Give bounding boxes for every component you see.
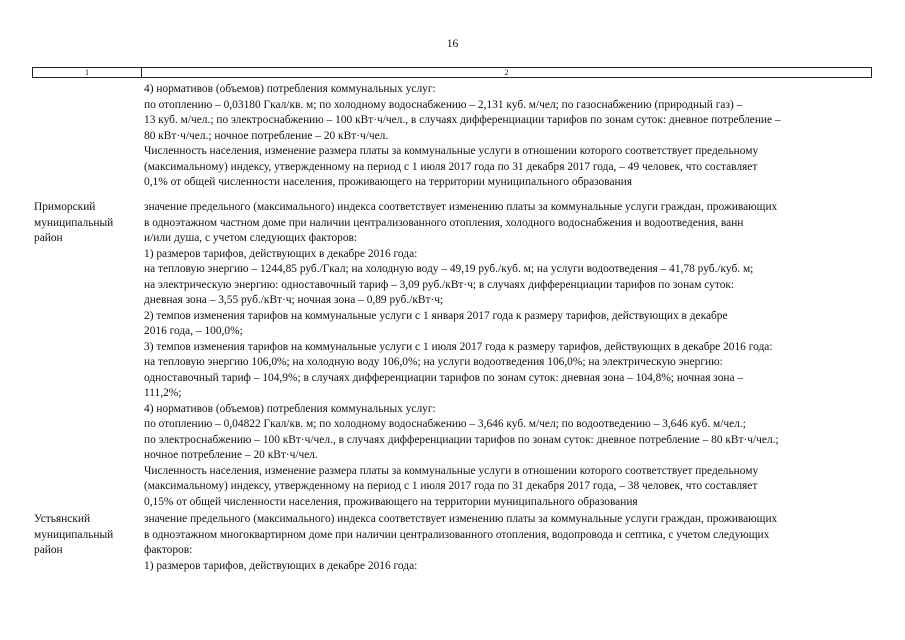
text-line: Численность населения, изменение размера платы за коммунальные услуги в отношении которого соответствует предельному [144,464,759,477]
text-line: в одноэтажном частном доме при наличии централизованного отопления, холодного водоснабжения и водоотведения, ванн [144,216,744,229]
text-line: 2) темпов изменения тарифов на коммунальные услуги с 1 января 2017 года к размеру тарифов, действующих в декабре [144,309,728,322]
text-line: 2016 года, – 100,0%; [144,325,243,337]
district-description [144,200,868,510]
text-line: 80 кВт·ч/чел.; ночное потребление – 20 кВт·ч/чел. [144,129,389,142]
text-line: на тепловую энергию 106,0%; на холодную воду 106,0%; на услуги водоотведения 106,0%; на электрическую энергию: [144,356,723,368]
district-name [34,200,138,247]
district-name-line: Приморский [34,201,96,213]
text-line: на тепловую энергию – 1244,85 руб./Гкал; на холодную воду – 49,19 руб./куб. м; на услуги водоотведения – 41,78 руб./куб. м; [144,263,754,275]
text-line: и/или душа, с учетом следующих факторов: [144,232,358,244]
table-header-row [32,67,872,78]
text-line: по отоплению – 0,03180 Гкал/кв. м; по холодному водоснабжению – 2,131 куб. м/чел; по газоснабжению (природный газ) – [144,98,743,111]
text-line: одноставочный тариф – 104,9%; в случаях дифференциации тарифов по зонам суток: дневная зона – 104,8%; ночная зона – [144,371,744,384]
district-name-line: Устьянский [34,513,91,525]
text-line: факторов: [144,544,193,556]
district-name [34,512,138,559]
district-description [144,512,868,574]
district-name-line: муниципальный [34,528,114,541]
text-line: 13 куб. м/чел.; по электроснабжению – 100 кВт·ч/чел., в случаях дифференциации тарифов по зонам суток: дневное потребление – [144,114,781,126]
page-number: 16 [446,38,459,50]
text-line: 4) нормативов (объемов) потребления коммунальных услуг: [144,83,436,95]
text-line: 0,1% от общей численности населения, проживающего на территории муниципального образования [144,176,632,188]
text-line: по отоплению – 0,04822 Гкал/кв. м; по холодному водоснабжению – 3,646 куб. м/чел; по водоотведению – 3,646 куб. м/чел.; [144,418,746,430]
column-number-2: 2 [504,68,509,77]
text-line: в одноэтажном многоквартирном доме при наличии централизованного отопления, водопровода и септика, с учетом следующих [144,528,770,541]
text-line: Численность населения, изменение размера платы за коммунальные услуги в отношении которого соответствует предельному [144,145,759,157]
text-line: (максимальному) индексу, утвержденному на период с 1 июля 2017 года по 31 декабря 2017 года, – 38 человек, что составляет [144,480,758,492]
text-line: 1) размеров тарифов, действующих в декабре 2016 года: [144,559,418,572]
text-line: 0,15% от общей численности населения, проживающего на территории муниципального образования [144,495,638,508]
text-line: значение предельного (максимального) индекса соответствует изменению платы за коммунальные услуги граждан, проживающих [144,201,778,213]
text-line: значение предельного (максимального) индекса соответствует изменению платы за коммунальные услуги граждан, проживающих [144,513,778,525]
column-number-1: 1 [85,68,89,77]
district-name-line: район [34,232,63,244]
text-line: на электрическую энергию: одноставочный тариф – 3,09 руб./кВт·ч; в случаях дифференциации тарифов по зонам суток: [144,278,735,291]
text-line: 111,2%; [144,387,182,399]
text-line: 3) темпов изменения тарифов на коммунальные услуги с 1 июля 2017 года к размеру тарифов, действующих в декабре 2016 года: [144,340,773,353]
text-line: по электроснабжению – 100 кВт·ч/чел., в случаях дифференциации тарифов по зонам суток: дневное потребление – 80 кВт·ч/чел.; [144,433,779,446]
text-line: 1) размеров тарифов, действующих в декабре 2016 года: [144,247,418,260]
text-line: (максимальному) индексу, утвержденному на период с 1 июля 2017 года по 31 декабря 2017 года, – 49 человек, что составляет [144,160,758,173]
text-line: 4) нормативов (объемов) потребления коммунальных услуг: [144,402,436,415]
text-line: дневная зона – 3,55 руб./кВт·ч; ночная зона – 0,89 руб./кВт·ч; [144,294,444,306]
text-line: ночное потребление – 20 кВт·ч/чел. [144,449,318,461]
continuation-text [144,82,868,191]
district-name-line: район [34,544,63,556]
district-name-line: муниципальный [34,216,114,229]
